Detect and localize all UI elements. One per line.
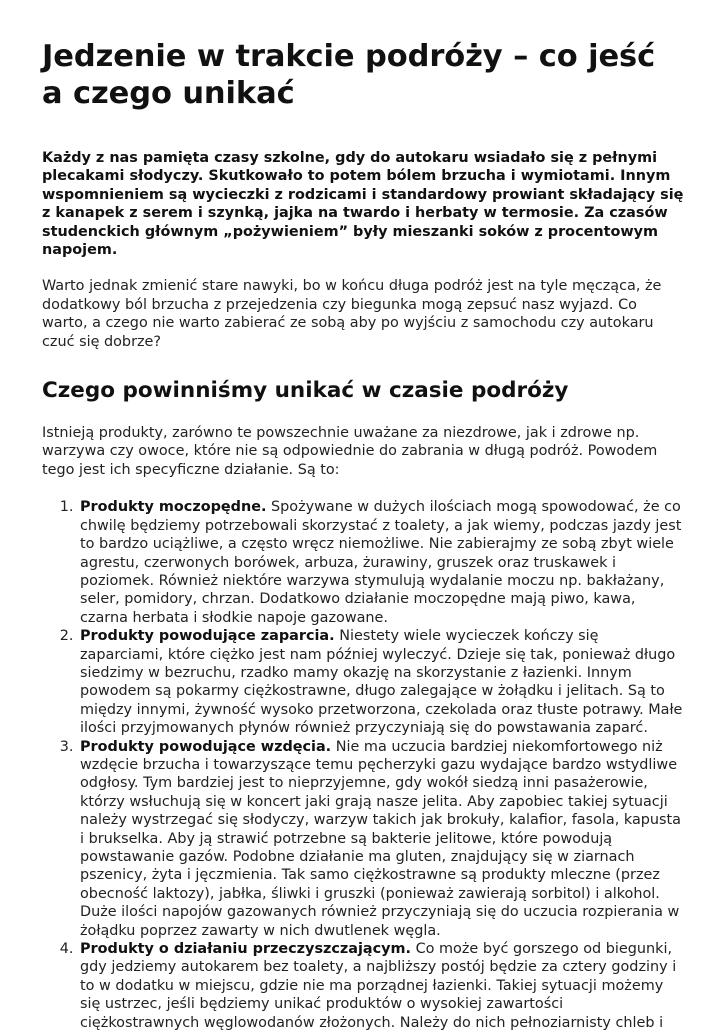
numbered-list	[42, 498, 684, 1032]
list-item-text: Spożywane w dużych ilościach mogą spowodować, że co chwilę będziemy potrzebowali skorzystać z toalety, a jak wiemy, podczas jazdy jest to bardzo uciążliwe, a często wręcz niemożliwe. Nie zabierajmy ze sobą zbyt wiele agrestu, czerwonych borówek, arbuza, żurawiny, gruszek oraz truskawek i poziomek. Również niektóre warzywa stymulują wydalanie moczu np. bakłażany, seler, pomidory, chrzan. Dodatkowo działanie moczopędne mają piwo, kawa, czarna herbata i słodkie napoje gazowane.	[80, 499, 682, 626]
list-item-text: Niestety wiele wycieczek kończy się zaparciami, które ciężko jest nam później wyleczyć. Dzieje się tak, ponieważ długo siedzimy w bezruchu, rzadko mamy okazję na skorzystanie z łazienki. Innym powodem są pokarmy ciężkostrawne, długo zalegające w żołądku i jelitach. Są to między innymi, żywność wysoko przetworzona, czekolada oraz tłuste potrawy. Małe ilości przyjmowanych płynów również przyczyniają się do powstawania zaparć.	[80, 628, 683, 737]
list-item	[78, 940, 684, 1032]
list-item-title: Produkty o działaniu przeczyszczającym.	[80, 941, 412, 958]
list-item	[78, 627, 684, 737]
list-item	[78, 738, 684, 940]
section-heading: Czego powinniśmy unikać w czasie podróży	[42, 378, 569, 404]
body-paragraph: Warto jednak zmienić stare nawyki, bo w końcu długa podróż jest na tyle męcząca, że dodatkowy ból brzucha z przejedzenia czy biegunka mogą zepsuć nasz wyjazd. Co warto, a czego nie warto zabierać ze sobą aby po wyjściu z samochodu czy autokaru czuć się dobrze?	[42, 278, 662, 350]
section-intro-paragraph: Istnieją produkty, zarówno te powszechnie uważane za niezdrowe, jak i zdrowe np. warzywa czy owoce, które nie są odpowiednie do zabrania w długą podróż. Powodem tego jest ich specyficzne działanie. Są to:	[42, 425, 658, 478]
list-item-title: Produkty powodujące wzdęcia.	[80, 738, 332, 755]
list-item-text: Co może być gorszego od biegunki, gdy jedziemy autokarem bez toalety, a najbliższy postój będzie za cztery godziny i to w dodatku w miejscu, gdzie nie ma porządnej łazienki. Takiej sytuacji możemy się ustrzec, jeśli będziemy unikać produktów o wysokiej zawartości ciężkostrawnych węglowodanów złożonych. Należy do nich pełnoziarnisty chleb i	[80, 941, 677, 1031]
list-item-title: Produkty moczopędne.	[80, 499, 267, 516]
document-page	[42, 38, 684, 1032]
list-item-title: Produkty powodujące zaparcia.	[80, 628, 335, 645]
article-title: Jedzenie w trakcie podróży – co jeść a czego unikać	[42, 39, 656, 111]
lead-paragraph: Każdy z nas pamięta czasy szkolne, gdy do autokaru wsiadało się z pełnymi plecakami słodyczy. Skutkowało to potem bólem brzucha i wymiotami. Innym wspomnieniem są wycieczki z rodzicami i standardowy prowiant składający się z kanapek z serem i szynką, jajka na twardo i herbaty w termosie. Za czasów studenckich głównym „pożywieniem” były mieszanki soków z procentowym napojem.	[42, 150, 684, 259]
list-item	[78, 498, 684, 627]
list-item-text: Nie ma uczucia bardziej niekomfortowego niż wzdęcie brzucha i towarzyszące temu pęcherzyki gazu wydające bardzo wstydliwe odgłosy. Tym bardziej jest to nieprzyjemne, gdy wokół siedzą inni pasażerowie, którzy wsłuchują się w koncert jaki grają nasze jelita. Aby zapobiec takiej sytuacji należy wystrzegać się słodyczy, warzyw takich jak brokuły, kalafior, fasola, kapusta i brukselka. Aby ją strawić potrzebne są bakterie jelitowe, które powodują powstawanie gazów. Podobne działanie ma gluten, znajdujący się w ziarnach pszenicy, żyta i jęczmienia. Tak samo ciężkostrawne są produkty mleczne (przez obecność laktozy), jabłka, śliwki i gruszki (ponieważ zawierają sorbitol) i alkohol. Duże ilości napojów gazowanych również przyczyniają się do uczucia rozpierania w żołądku poprzez zawarty w nich dwutlenek węgla.	[80, 738, 681, 939]
